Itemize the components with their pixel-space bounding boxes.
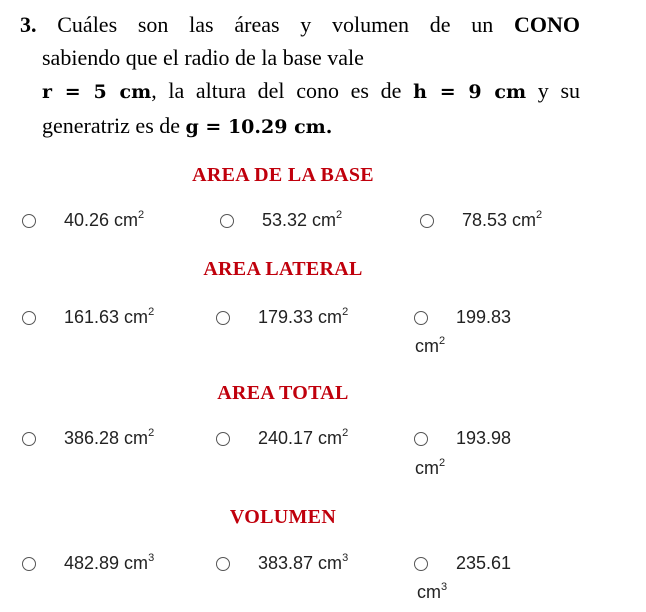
radio-button[interactable]: [414, 557, 428, 571]
radio-button[interactable]: [216, 432, 230, 446]
option-area-base-1[interactable]: 40.26 $cm^2$: [22, 210, 144, 231]
option-volumen-2[interactable]: 383.87 $cm^3$: [216, 553, 348, 574]
option-area-total-3[interactable]: 193.98: [414, 428, 511, 449]
radius-expression: r = 5 cm: [42, 81, 152, 103]
option-volumen-3-unit: $cm^3$: [417, 581, 448, 602]
generatrix-expression: g = 10.29 cm.: [185, 116, 333, 138]
radio-button[interactable]: [220, 214, 234, 228]
question-line-1: 3. Cuáles son las áreas y volumen de un CONO: [20, 12, 581, 37]
radio-button[interactable]: [22, 214, 36, 228]
height-expression: h = 9 cm: [413, 81, 527, 103]
section-title-area-lateral: AREA LATERAL: [203, 258, 363, 280]
radio-button[interactable]: [22, 311, 36, 325]
radio-button[interactable]: [22, 432, 36, 446]
option-area-total-3-unit: $cm^2$: [415, 457, 446, 478]
option-volumen-3[interactable]: 235.61: [414, 553, 511, 574]
question-number: 3.: [20, 12, 37, 37]
radio-button[interactable]: [420, 214, 434, 228]
option-area-base-3[interactable]: 78.53 $cm^2$: [420, 210, 542, 231]
section-title-area-base: AREA DE LA BASE: [192, 164, 374, 186]
question-text: [20, 8, 580, 144]
option-area-lateral-3[interactable]: 199.83: [414, 307, 511, 328]
option-area-total-2[interactable]: 240.17 $cm^2$: [216, 428, 348, 449]
radio-button[interactable]: [414, 432, 428, 446]
option-area-lateral-1[interactable]: 161.63 $cm^2$: [22, 307, 154, 328]
option-area-lateral-2[interactable]: 179.33 $cm^2$: [216, 307, 348, 328]
radio-button[interactable]: [216, 557, 230, 571]
question-line-2: sabiendo que el radio de la base vale: [42, 45, 364, 70]
option-area-lateral-3-unit: $cm^2$: [415, 335, 446, 356]
option-area-base-2[interactable]: 53.32 $cm^2$: [220, 210, 342, 231]
radio-button[interactable]: [216, 311, 230, 325]
radio-button[interactable]: [22, 557, 36, 571]
section-title-volumen: VOLUMEN: [229, 506, 337, 528]
radio-button[interactable]: [414, 311, 428, 325]
option-volumen-1[interactable]: 482.89 $cm^3$: [22, 553, 154, 574]
question-line-4: generatriz es de g = 10.29 cm.: [42, 113, 333, 138]
question-line-3: r = 5 cm, la altura del cono es de h = 9 cm y su: [42, 78, 580, 103]
section-title-area-total: AREA TOTAL: [217, 382, 349, 404]
option-area-total-1[interactable]: 386.28 $cm^2$: [22, 428, 154, 449]
